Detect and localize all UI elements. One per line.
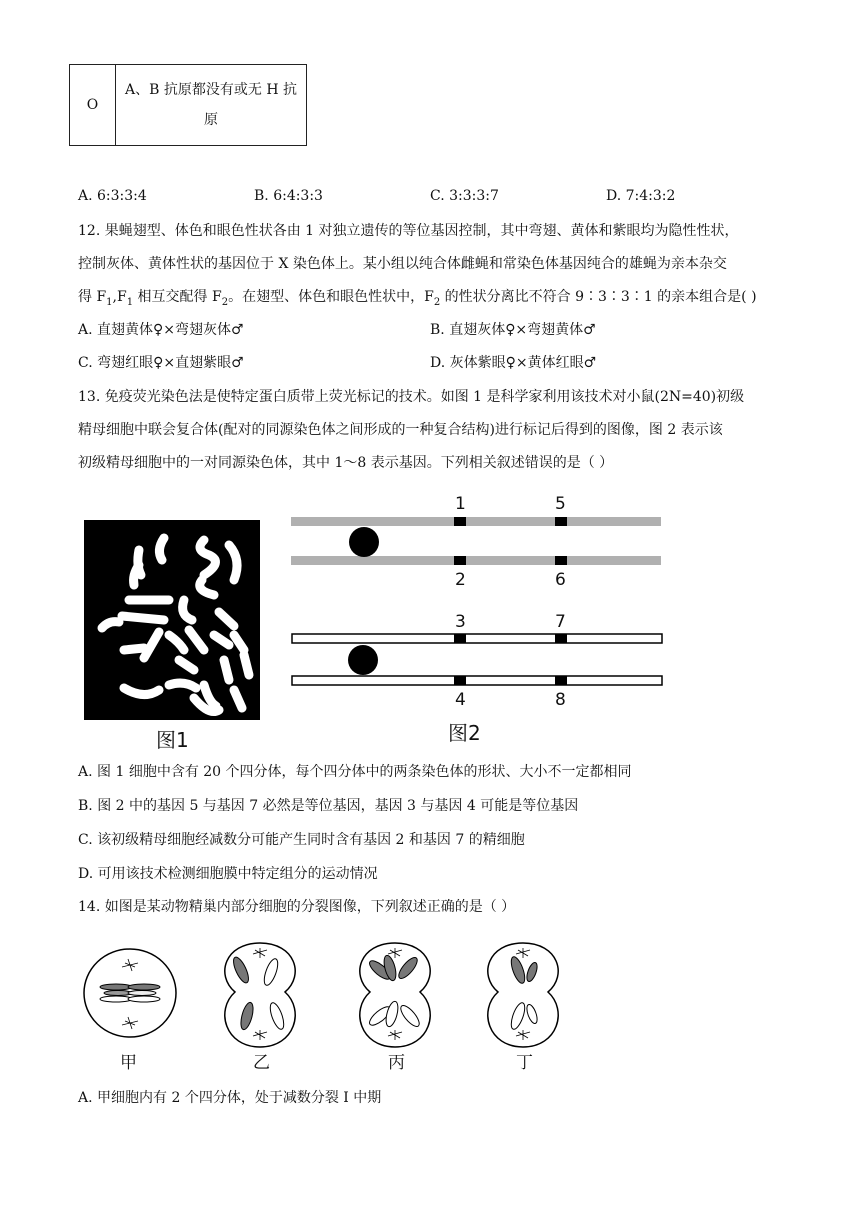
antigen-desc-line1: A、B 抗原都没有或无 H 抗 <box>125 82 297 98</box>
blood-type-cell: O <box>70 65 116 146</box>
gene-label: 2 <box>455 570 466 590</box>
q13-stem-line2: 精母细胞中联会复合体(配对的同源染色体之间形成的一种复合结构)进行标记后得到的图像，图 2 表示该 <box>78 422 723 438</box>
q12-option-c: C. 弯翅红眼♀×直翅紫眼♂ <box>78 355 244 371</box>
q12-stem-line2: 控制灰体、黄体性状的基因位于 X 染色体上。某小组以纯合体雌蝇和常染色体基因纯合的雄蝇为亲本杂交 <box>78 256 727 272</box>
q12-option-d: D. 灰体紫眼♀×黄体红眼♂ <box>430 355 597 371</box>
q11-option-d: D. 7:4:3:2 <box>606 188 676 204</box>
cell-label: 丙 <box>388 1053 405 1073</box>
cell-bing-diagram <box>350 940 440 1050</box>
figure-2-label: 图2 <box>448 721 481 745</box>
q13-option-b: B. 图 2 中的基因 5 与基因 7 必然是等位基因，基因 3 与基因 4 可能是等位基因 <box>78 798 579 814</box>
q12-option-a: A. 直翅黄体♀×弯翅灰体♂ <box>78 322 244 338</box>
q12-stem-line1: 12. 果蝇翅型、体色和眼色性状各由 1 对独立遗传的等位基因控制，其中弯翅、黄体和紫眼均为隐性性状， <box>78 223 739 239</box>
q11-option-c: C. 3:3:3:7 <box>430 188 499 204</box>
cell-label: 甲 <box>120 1053 137 1073</box>
q13-option-d: D. 可用该技术检测细胞膜中特定组分的运动情况 <box>78 866 378 882</box>
q12-stem-line3: 得 $F_1,F_1$ 相互交配得 $F_2$。在翅型、体色和眼色性状中，$F_2$ 的性状分离比不符合 9∶3∶3∶1 的亲本组合是( ) <box>78 289 757 308</box>
cell-label: 乙 <box>253 1053 270 1073</box>
gene-label: 6 <box>555 570 566 590</box>
q13-stem-line1: 13. 免疫荧光染色法是使特定蛋白质带上荧光标记的技术。如图 1 是科学家利用该技术对小鼠(2N=40)初级 <box>78 389 745 405</box>
antigen-desc-cell <box>116 65 307 146</box>
cell-yi-diagram <box>215 940 305 1050</box>
q13-option-a: A. 图 1 细胞中含有 20 个四分体，每个四分体中的两条染色体的形状、大小不一定都相同 <box>78 764 632 780</box>
gene-label: 4 <box>455 690 466 710</box>
gene-label: 3 <box>455 612 466 632</box>
blood-type-table <box>69 64 307 146</box>
q11-option-a: A. 6:3:3:4 <box>78 188 147 204</box>
gene-label: 7 <box>555 612 566 632</box>
cell-jia-diagram <box>80 945 180 1045</box>
cell-label: 丁 <box>516 1053 533 1073</box>
q14-stem: 14. 如图是某动物精巢内部分细胞的分裂图像，下列叙述正确的是（ ） <box>78 899 516 915</box>
antigen-desc-line2: 原 <box>204 112 218 128</box>
figure-1-label: 图1 <box>156 728 189 752</box>
cell-ding-diagram <box>478 940 568 1050</box>
table-row <box>70 65 307 146</box>
q12-option-b: B. 直翅灰体♀×弯翅黄体♂ <box>430 322 596 338</box>
q11-option-b: B. 6:4:3:3 <box>254 188 323 204</box>
q13-option-c: C. 该初级精母细胞经减数分可能产生同时含有基因 2 和基因 7 的精细胞 <box>78 832 525 848</box>
figure-1-micrograph <box>84 520 260 720</box>
q14-option-a: A. 甲细胞内有 2 个四分体，处于减数分裂 I 中期 <box>78 1090 382 1106</box>
gene-label: 5 <box>555 494 566 514</box>
gene-label: 8 <box>555 690 566 710</box>
gene-label: 1 <box>455 494 466 514</box>
q13-stem-line3: 初级精母细胞中的一对同源染色体，其中 1～8 表示基因。下列相关叙述错误的是（ ） <box>78 455 614 471</box>
figure-2-homologous-chromosomes <box>288 490 668 710</box>
